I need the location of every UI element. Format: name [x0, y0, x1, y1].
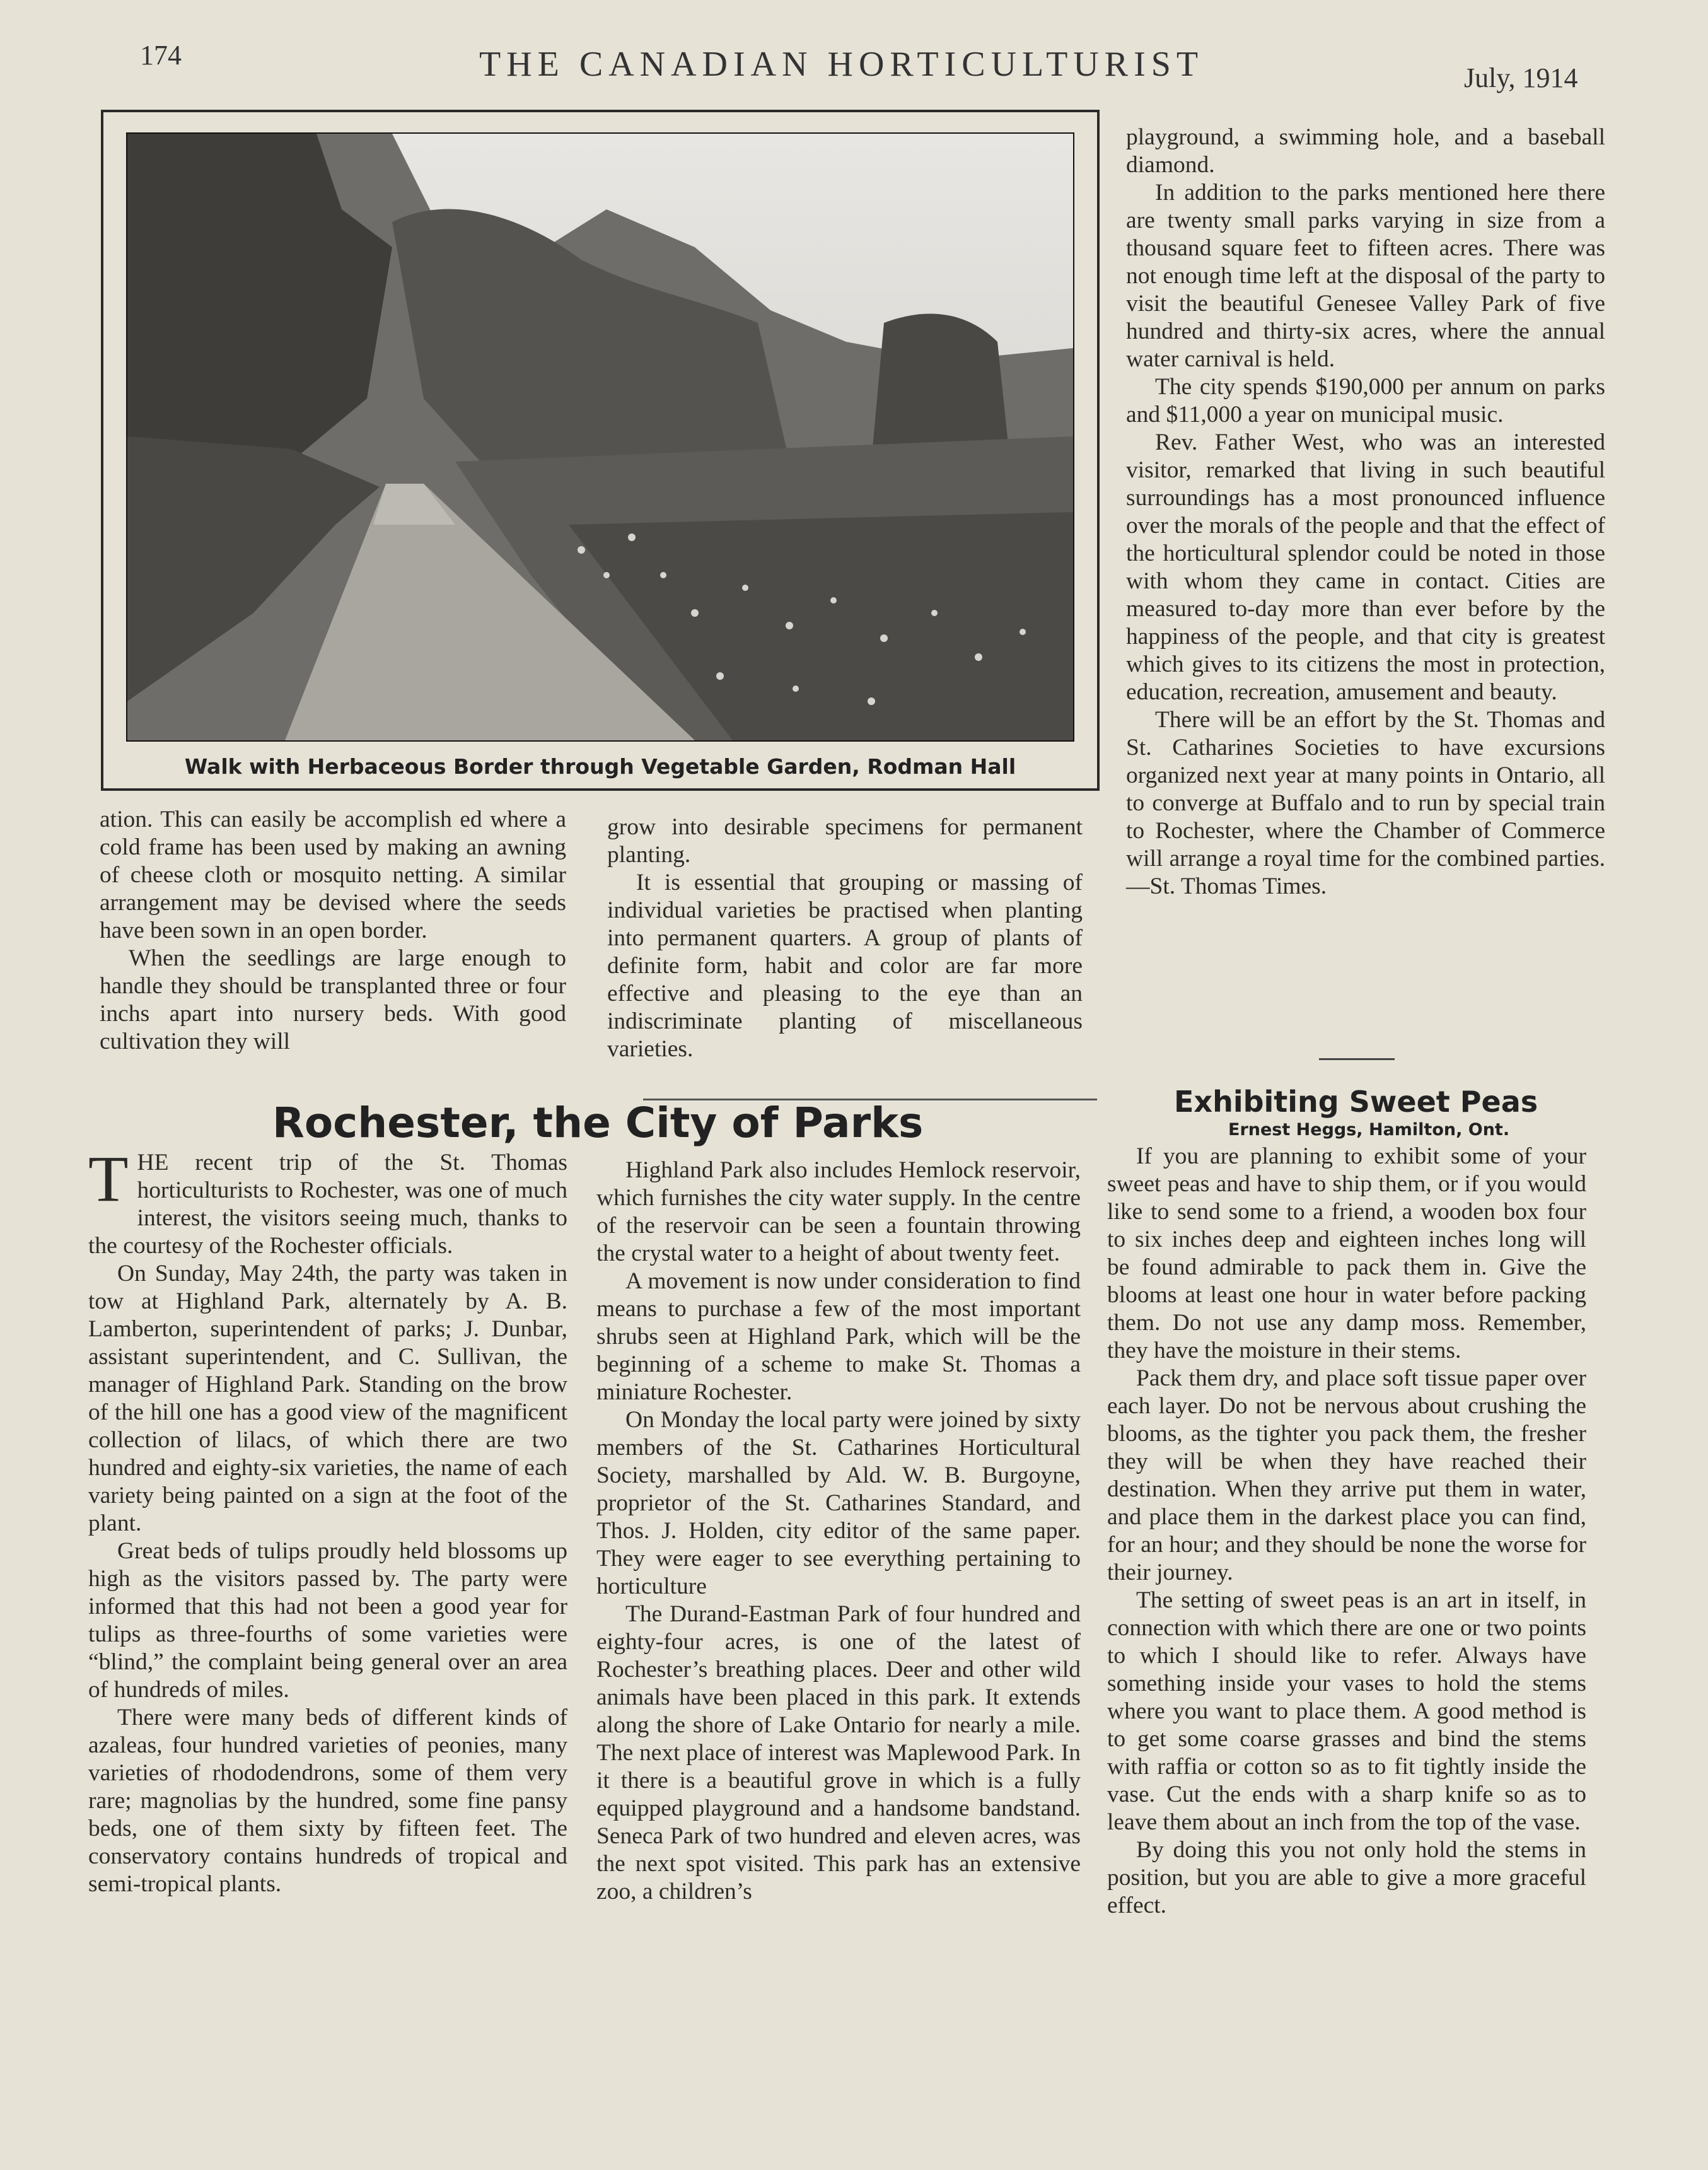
issue-date: July, 1914: [1464, 62, 1578, 93]
article-headline: Rochester, the City of Parks: [272, 1099, 924, 1147]
paragraph: Great beds of tulips proudly held blossoms up high as the visitors passed by. The party were informed that this had not been a good year for tulips as three-fourths of some varieties were “blind,” the complaint being general over an area of hundreds of miles.: [88, 1538, 567, 1703]
section-divider: [1319, 1058, 1395, 1060]
paragraph: If you are planning to exhibit some of your sweet peas and have to ship them, or if you would like to send some to a friend, a wooden box four to six inches deep and eighteen inches long will be found admirable to pack them in. Give the blooms at least one hour in water before packing them. Do not use any damp moss. Remember, they have the moisture in their stems.: [1107, 1143, 1586, 1363]
paragraph: Highland Park also includes Hemlock reservoir, which furnishes the city water supply. In the centre of the reservoir can be seen a fountain throwing the crystal water to a height of about twenty feet.: [596, 1157, 1081, 1266]
paragraph: A movement is now under consideration to find means to purchase a few of the most important shrubs seen at Highland Park, which will be the beginning of a scheme to make St. Thomas a miniature Rochester.: [596, 1268, 1081, 1405]
garden-photograph: [126, 132, 1074, 742]
left-top-column: [100, 806, 566, 1056]
page-number: 174: [140, 40, 182, 71]
sweet-peas-byline: Ernest Heggs, Hamilton, Ont.: [1228, 1120, 1510, 1140]
middle-top-column: [607, 814, 1083, 1063]
paragraph: There were many beds of different kinds of azaleas, four hundred varieties of peonies, many varieties of rhododendrons, some of them very rare; magnolias by the hundred, some fine pansy beds, one of them sixty by fifteen feet. The conservatory contains hundreds of tropical and semi-tropical plants.: [88, 1705, 567, 1897]
sweet-peas-column: [1107, 1143, 1586, 1920]
article-column-2: [596, 1157, 1081, 1906]
paragraph: When the seedlings are large enough to handle they should be transplanted three or four inchs apart into nursery beds. With good cultivation they will: [100, 945, 566, 1054]
paragraph: It is essential that grouping or massing of individual varieties be practised when planting into permanent quarters. A group of plants of definite form, habit and color are far more effective and pleasing to the eye than an indiscriminate planting of miscellaneous varieties.: [607, 870, 1083, 1062]
paragraph: playground, a swimming hole, and a baseball diamond.: [1126, 124, 1605, 178]
drop-cap: T: [88, 1143, 129, 1215]
paragraph: THE recent trip of the St. Thomas horticulturists to Rochester, was one of much interest, the visitors seeing much, thanks to the courtesy of the Rochester officials.: [88, 1143, 567, 1259]
garden-path-illustration: [127, 134, 1073, 740]
journal-title: THE CANADIAN HORTICULTURIST: [479, 45, 1204, 84]
paragraph: In addition to the parks mentioned here there are twenty small parks varying in size from a thousand square feet to fifteen acres. There was not enough time left at the disposal of the party to visit the beautiful Genesee Valley Park of five hundred and thirty-six acres, where the annual water carnival is held.: [1126, 180, 1605, 372]
paragraph: The city spends $190,000 per annum on parks and $11,000 a year on municipal music.: [1126, 374, 1605, 428]
article-column-1: [88, 1143, 567, 1898]
paragraph: Rev. Father West, who was an interested visitor, remarked that living in such beautiful surroundings has a most pronounced influence over the morals of the people and that the effect of the horticultural splendor could be noted in those with whom they came in contact. Cities are measured to-day more than ever before by the happiness of the people, and that city is greatest which gives to its citizens the most in protection, education, recreation, amusement and beauty.: [1126, 429, 1605, 705]
photo-caption: Walk with Herbaceous Border through Vegetable Garden, Rodman Hall: [184, 754, 1016, 779]
paragraph: ation. This can easily be accomplish ed where a cold frame has been used by making an awning of cheese cloth or mosquito netting. A similar arrangement may be devised where the seeds have been sown in an open border.: [100, 807, 566, 943]
paragraph: grow into desirable specimens for permanent planting.: [607, 814, 1083, 868]
paragraph: Pack them dry, and place soft tissue paper over each layer. Do not be nervous about crushing the blooms, as the tighter you pack them, the fresher they will be when they have reached their destination. When they arrive put them in water, and place them in the darkest place you can find, for an hour; and they should be none the worse for their journey.: [1107, 1365, 1586, 1585]
paragraph: The Durand-Eastman Park of four hundred and eighty-four acres, is one of the latest of Rochester’s breathing places. Deer and other wild animals have been placed in this park. It extends along the shore of Lake Ontario for nearly a mile. The next place of interest was Maplewood Park. In it there is a beautiful grove in which is a fully equipped playground and a handsome bandstand. Seneca Park of two hundred and eleven acres, was the next spot visited. This park has an extensive zoo, a children’s: [596, 1601, 1081, 1905]
paragraph: The setting of sweet peas is an art in itself, in connection with which there are one or two points to which I should like to refer. Always have something inside your vases to hold the stems where you want to place them. A good method is to get some coarse grasses and bind the stems with raffia or cotton so as to fit tightly inside the vase. Cut the ends with a sharp knife so as to leave them about an inch from the top of the vase.: [1107, 1587, 1586, 1835]
paragraph: On Monday the local party were joined by sixty members of the St. Catharines Horticultural Society, marshalled by Ald. W. B. Burgoyne, proprietor of the St. Catharines Standard, and Thos. J. Holden, city editor of the same paper. They were eager to see everything pertaining to horticulture: [596, 1407, 1081, 1599]
sweet-peas-headline: Exhibiting Sweet Peas: [1174, 1085, 1538, 1119]
paragraph: On Sunday, May 24th, the party was taken in tow at Highland Park, alternately by A. B. Lamberton, superintendent of parks; J. Dunbar, assistant superintendent, and C. Sullivan, the manager of Highland Park. Standing on the brow of the hill one has a good view of the magnificent collection of lilacs, of which there are two hundred and eighty-six varieties, the name of each variety being painted on a sign at the foot of the plant.: [88, 1261, 567, 1536]
paragraph: There will be an effort by the St. Thomas and St. Catharines Societies to have excursions organized next year at many points in Ontario, all to converge at Buffalo and to run by special train to Rochester, where the Chamber of Commerce will arrange a royal time for the combined parties.—St. Thomas Times.: [1126, 707, 1605, 899]
right-top-column: [1126, 124, 1605, 901]
paragraph: By doing this you not only hold the stems in position, but you are able to give a more graceful effect.: [1107, 1837, 1586, 1918]
